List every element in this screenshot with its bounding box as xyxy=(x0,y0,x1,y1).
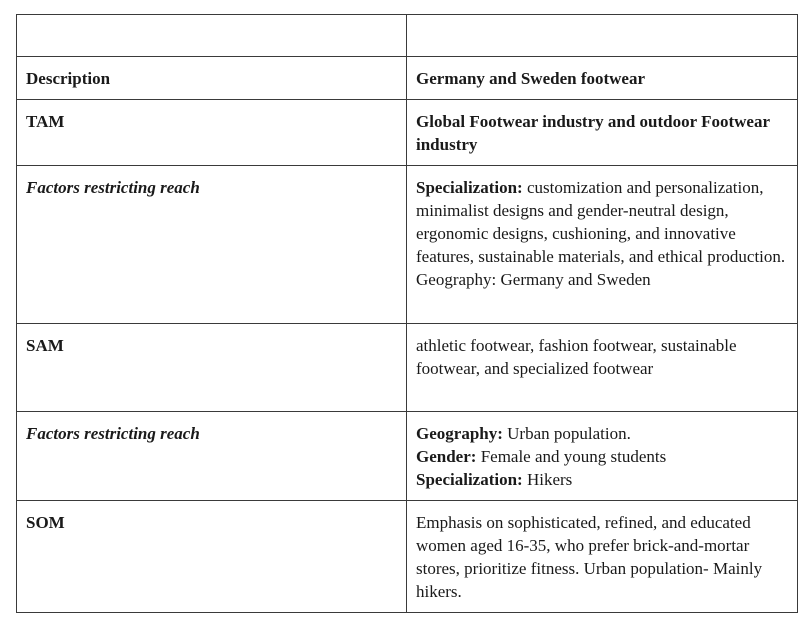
factors-label-1: Factors restricting reach xyxy=(17,166,407,324)
sam-value: athletic footwear, fashion footwear, sustainable footwear, and specialized footwear xyxy=(407,324,798,412)
geography-label: Geography: xyxy=(416,424,503,443)
specialization-text: customization and personalization, minimalist designs and gender-neutral design, ergonomic designs, cushioning, and innovative features, sustainable materials, and ethical production. xyxy=(416,178,786,266)
header-row xyxy=(17,57,798,100)
tam-row xyxy=(17,100,798,166)
specialization-label: Specialization: xyxy=(416,178,523,197)
gender-line xyxy=(416,445,788,468)
tam-label: TAM xyxy=(17,100,407,166)
specialization-label-2: Specialization: xyxy=(416,470,523,489)
gender-label: Gender: xyxy=(416,447,477,466)
empty-row xyxy=(17,15,798,57)
specialization-line xyxy=(416,468,788,491)
factors-value-2 xyxy=(407,412,798,501)
geography-line xyxy=(416,422,788,445)
header-description: Description xyxy=(17,57,407,100)
sam-row xyxy=(17,324,798,412)
empty-cell-left xyxy=(17,15,407,57)
factors-row-1 xyxy=(17,166,798,324)
factors-row-2 xyxy=(17,412,798,501)
factors-value-1 xyxy=(407,166,798,324)
gender-value: Female and young students xyxy=(476,447,667,466)
sam-label: SAM xyxy=(17,324,407,412)
empty-cell-right xyxy=(407,15,798,57)
som-label: SOM xyxy=(17,501,407,613)
som-value: Emphasis on sophisticated, refined, and educated women aged 16-35, who prefer brick-and-mortar stores, prioritize fitness. Urban population- Mainly hikers. xyxy=(407,501,798,613)
header-market: Germany and Sweden footwear xyxy=(407,57,798,100)
market-sizing-table xyxy=(16,14,798,613)
geography-text: Geography: Germany and Sweden xyxy=(416,270,651,289)
tam-value: Global Footwear industry and outdoor Footwear industry xyxy=(407,100,798,166)
geography-value: Urban population. xyxy=(502,424,631,443)
specialization-value-2: Hikers xyxy=(522,470,573,489)
factors-label-2: Factors restricting reach xyxy=(17,412,407,501)
som-row xyxy=(17,501,798,613)
